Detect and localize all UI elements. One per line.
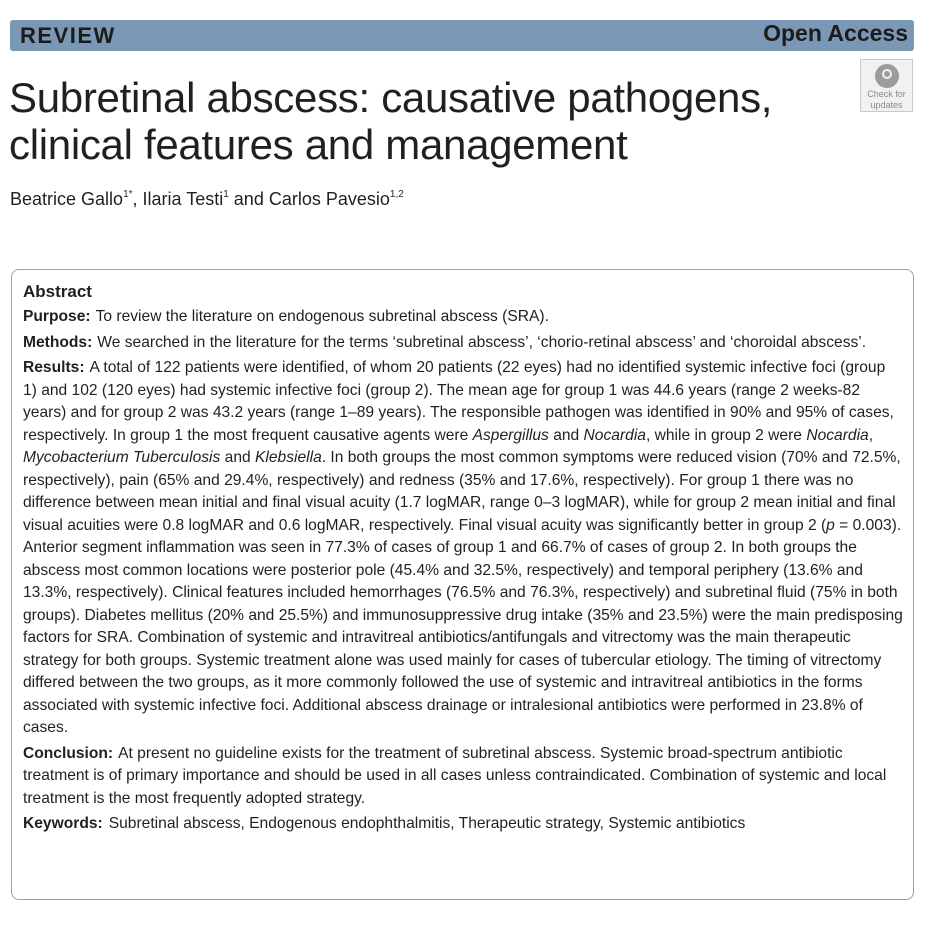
results-text-run: and [220,449,255,466]
author-name: Beatrice Gallo [10,189,124,209]
author-affiliation: 1,2 [389,189,404,200]
results-text-run: and [548,426,584,444]
results-text-run: , while in group 2 were [645,426,807,444]
article-type-bar [10,20,914,51]
abstract-methods [23,332,903,355]
author-affiliation: 1* [123,189,133,200]
abstract-conclusion [23,743,903,811]
article-title: Subretinal abscess: causative pathogens, clinical features and management [9,74,773,168]
results-text-run: , [868,426,874,444]
abstract-heading: Abstract [23,282,92,301]
keywords-label: Keywords: [23,815,103,832]
results-italic-term: Klebsiella [255,449,322,466]
open-access-label: Open Access [763,20,908,46]
badge-text-line2: updates [870,100,903,110]
abstract-keywords [23,813,903,836]
abstract-box [11,269,914,900]
keywords-text: Subretinal abscess, Endogenous endophthalmitis, Therapeutic strategy, Systemic antibiotics [108,815,746,832]
abstract-content [23,281,903,839]
results-text-run: . In both groups the most common symptoms were reduced vision (70% and 72.5%, respectively), pain (65% and 29.4%, respectively) and redness (35% and 17.6%, respectively). For group 1 there was no difference between mean initial and final visual acuity (1.7 logMAR, range 0–3 logMAR), while for group 2 mean initial and final visual acuities were 0.8 logMAR and 0.6 logMAR, respectively. Final visual acuity was significantly better in group 2 ( [23,449,901,534]
abstract-purpose [23,306,903,329]
results-italic-term: Aspergillus [472,426,549,444]
methods-text: We searched in the literature for the terms ‘subretinal abscess’, ‘chorio-retinal abscess’ and ‘choroidal abscess’. [97,333,867,351]
check-for-updates-icon [875,64,899,88]
results-italic-term: Mycobacterium Tuberculosis [23,449,221,466]
conclusion-label: Conclusion: [23,744,114,762]
author-list [10,189,404,210]
article-type-label: REVIEW [20,23,116,48]
methods-label: Methods: [23,333,93,351]
results-text-run: A total of 122 patients were identified, of whom 20 patients (22 eyes) had no identified systemic infective foci (group 1) and 102 (120 eyes) had systemic infective foci (group 2). The mean age for group 1 was 44.6 years (range 2 weeks-82 years) and for group 2 was 43.2 years (range 1–89 years). The responsible pathogen was identified in 90% and 95% of cases, respectively. In group 1 the most frequent causative agents were [23,359,894,444]
author-separator: and [228,189,269,209]
results-italic-term: Nocardia [583,426,646,444]
abstract-results [23,357,903,740]
badge-text-line1: Check for [867,89,906,99]
results-text-run: = 0.003). Anterior segment inflammation was seen in 77.3% of cases of group 1 and 66.7% of cases of group 2. In both groups the abscess most common locations were posterior pole (45.4% and 32.5%, respectively) and temporal periphery (13.6% and 13.3%, respectively). Clinical features included hemorrhages (76.5% and 76.3%, respectively) and subretinal fluid (75% in both groups). Diabetes mellitus (20% and 25.5%) and immunosuppressive drug intake (35% and 23.5%) were the main predisposing factors for SRA. Combination of systemic and intravitreal antibiotics/antifungals and vitrectomy was the main therapeutic strategy for both groups. Systemic treatment alone was used mainly for cases of tubercular etiology. The timing of vitrectomy differed between the two groups, as it more commonly followed the use of systemic and intravitreal antibiotics in the forms associated with systemic infective foci. Additional abscess drainage or intralesional antibiotics were performed in 23.8% of cases. [23,516,903,736]
author-separator: , [132,189,143,209]
results-text [23,359,903,736]
results-italic-term: p [826,516,835,534]
purpose-label: Purpose: [23,308,91,325]
author-affiliation: 1 [223,189,229,200]
conclusion-text: At present no guideline exists for the treatment of subretinal abscess. Systemic broad-spectrum antibiotic treatment is of primary importance and should be used in all cases unless contraindicated. Combination of systemic and local treatment is the most frequently adopted strategy. [23,744,887,807]
author-name: Carlos Pavesio [268,189,390,209]
author-name: Ilaria Testi [142,189,224,209]
results-label: Results: [23,359,85,376]
purpose-text: To review the literature on endogenous subretinal abscess (SRA). [95,308,549,325]
results-italic-term: Nocardia [806,426,869,444]
check-for-updates-badge[interactable] [860,59,913,112]
